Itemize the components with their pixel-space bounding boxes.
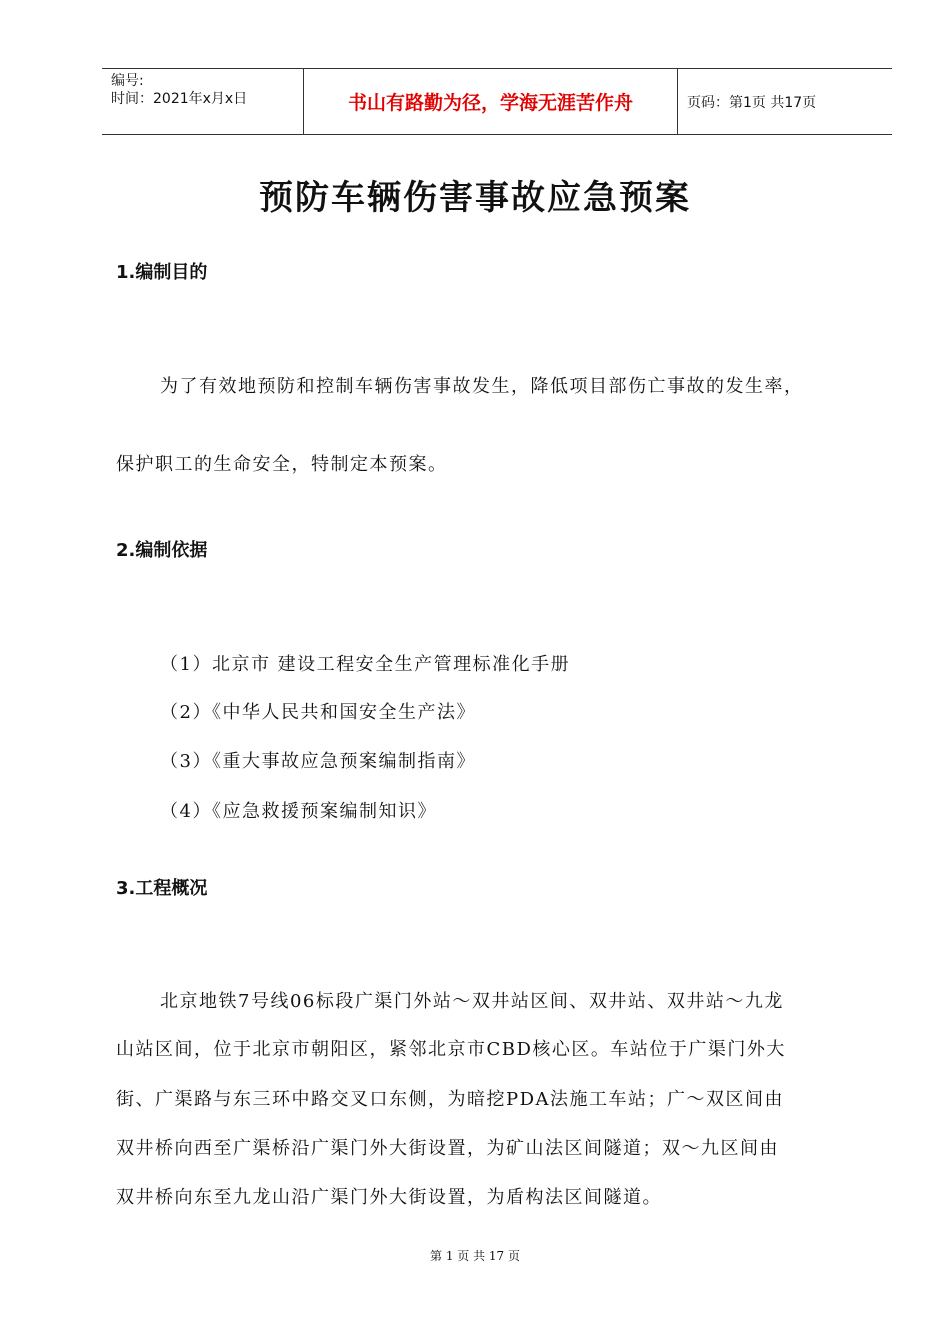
paragraph-line: 北京地铁7号线06标段广渠门外站～双井站区间、双井站、双井站～九龙 [160, 991, 784, 1012]
list-item: （2）《中华人民共和国安全生产法》 [160, 702, 476, 723]
paragraph-line: 山站区间，位于北京市朝阳区，紧邻北京市CBD核心区。车站位于广渠门外大 [116, 1039, 786, 1060]
number-label: 编号: [111, 73, 144, 89]
header-slogan: 书山有路勤为径，学海无涯苦作舟 [304, 69, 678, 134]
paragraph-line: 双井桥向西至广渠桥沿广渠门外大街设置，为矿山法区间隧道；双～九区间由 [116, 1138, 779, 1159]
list-item: （3）《重大事故应急预案编制指南》 [160, 751, 476, 772]
paragraph-line: 保护职工的生命安全，特制定本预案。 [116, 454, 448, 475]
section-heading-purpose: 1.编制目的 [116, 262, 208, 283]
list-item: （4）《应急救援预案编制知识》 [160, 801, 437, 822]
document-title: 预防车辆伤害事故应急预案 [259, 178, 691, 218]
header-page-info: 页码：第1页 共17页 [687, 94, 817, 111]
list-item: （1）北京市 建设工程安全生产管理标准化手册 [160, 654, 571, 675]
paragraph-line: 为了有效地预防和控制车辆伤害事故发生，降低项目部伤亡事故的发生率， [160, 376, 804, 397]
page-header [102, 68, 892, 135]
page-footer: 第 1 页 共 17 页 [430, 1249, 520, 1263]
date-label: 时间：2021年x月x日 [111, 91, 248, 107]
paragraph-line: 双井桥向东至九龙山沿广渠门外大街设置，为盾构法区间隧道。 [116, 1187, 662, 1208]
section-heading-basis: 2.编制依据 [116, 540, 208, 561]
section-heading-overview: 3.工程概况 [116, 878, 208, 899]
paragraph-line: 街、广渠路与东三环中路交叉口东侧，为暗挖PDA法施工车站；广～双区间由 [116, 1089, 785, 1110]
header-meta-cell [102, 69, 304, 134]
